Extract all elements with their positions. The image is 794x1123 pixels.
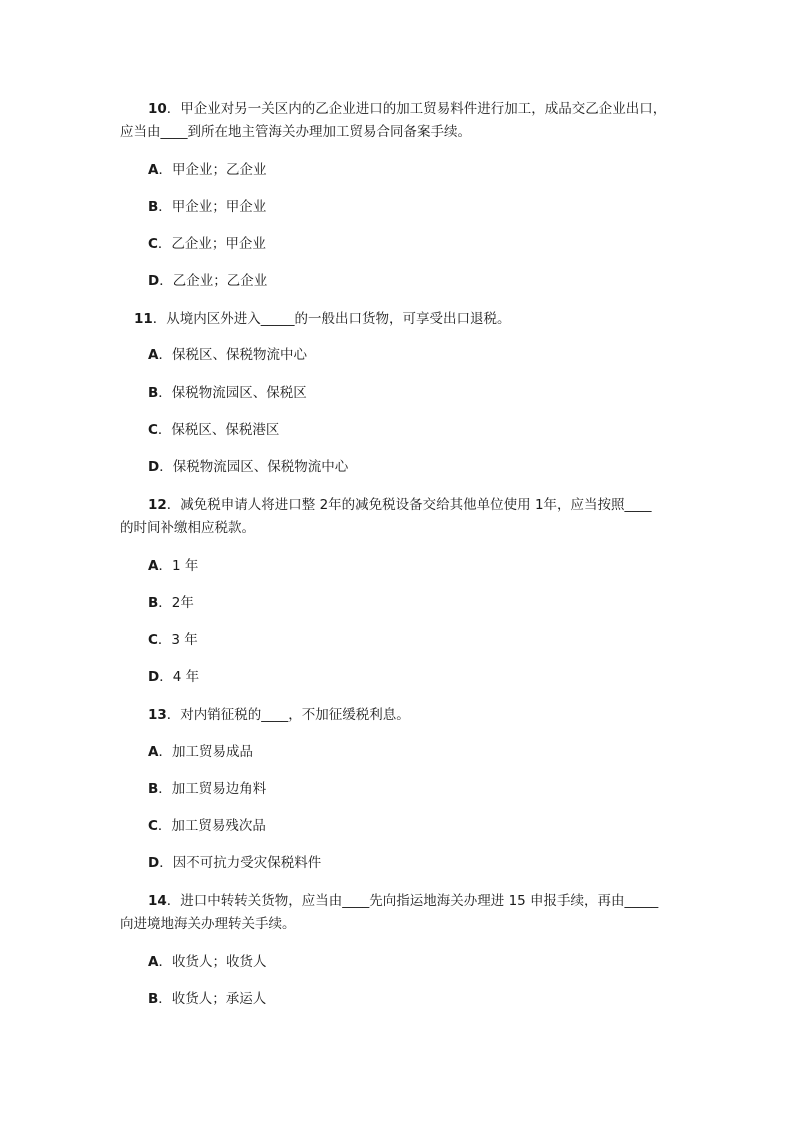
option-14-a	[148, 953, 266, 971]
option-text: 2年	[171, 595, 194, 611]
option-text: 保税物流园区、保税物流中心	[172, 459, 349, 475]
option-11-b	[148, 384, 307, 402]
option-separator: ．	[158, 954, 172, 970]
question-13	[148, 704, 410, 726]
option-10-a	[148, 161, 266, 179]
question-text-line-2: 的时间补缴相应税款。	[120, 520, 255, 536]
option-11-c	[148, 421, 279, 439]
option-separator: ．	[158, 781, 172, 797]
option-letter: B	[148, 199, 159, 215]
option-separator: ．	[159, 273, 173, 289]
question-14	[148, 890, 658, 912]
option-text: 3 年	[171, 632, 198, 648]
option-letter: A	[148, 744, 159, 760]
option-separator: ．	[158, 199, 172, 215]
option-letter: B	[148, 781, 159, 797]
question-number: 12	[148, 497, 167, 513]
question-separator: ．	[166, 893, 181, 909]
option-letter: D	[148, 273, 160, 289]
question-text-line-1: 减免税申请人将进口整 2年的减免税设备交给其他单位使用 1年，应当按照____	[180, 497, 652, 513]
question-12-continuation	[120, 517, 255, 539]
question-number: 10	[148, 101, 167, 117]
question-number: 13	[148, 707, 167, 723]
question-separator: ．	[166, 101, 181, 117]
option-letter: A	[148, 347, 159, 363]
option-letter: C	[148, 632, 158, 648]
option-letter: D	[148, 855, 160, 871]
question-text-line-1: 从境内区外进入_____的一般出口货物，可享受出口退税。	[166, 311, 511, 327]
option-text: 加工贸易残次品	[171, 818, 266, 834]
question-text-line-1: 甲企业对另一关区内的乙企业进口的加工贸易料件进行加工，成品交乙企业出口，	[180, 101, 667, 117]
option-14-b	[148, 990, 266, 1008]
option-11-a	[148, 346, 307, 364]
option-12-c	[148, 631, 198, 649]
option-13-c	[148, 817, 266, 835]
option-letter: C	[148, 236, 158, 252]
option-letter: B	[148, 385, 159, 401]
option-letter: A	[148, 162, 159, 178]
option-text: 保税物流园区、保税区	[171, 385, 307, 401]
option-text: 保税区、保税港区	[171, 422, 280, 438]
option-letter: A	[148, 558, 159, 574]
option-text: 乙企业；甲企业	[171, 236, 266, 252]
option-separator: ．	[157, 422, 172, 438]
question-10	[148, 98, 666, 120]
option-separator: ．	[157, 818, 172, 834]
option-text: 甲企业；甲企业	[171, 199, 267, 215]
question-text-line-1: 进口中转转关货物，应当由____先向指运地海关办理进 15 申报手续，再由_____	[180, 893, 659, 909]
question-10-continuation	[120, 121, 471, 143]
question-number: 11	[134, 311, 153, 327]
option-letter: A	[148, 954, 159, 970]
question-separator: ．	[166, 707, 181, 723]
option-letter: C	[148, 422, 158, 438]
option-text: 加工贸易边角料	[171, 781, 267, 797]
option-separator: ．	[158, 385, 172, 401]
question-separator: ．	[152, 311, 167, 327]
option-separator: ．	[159, 855, 173, 871]
option-letter: C	[148, 818, 158, 834]
question-14-continuation	[120, 913, 296, 935]
question-12	[148, 494, 652, 516]
option-text: 4 年	[172, 669, 200, 685]
option-10-b	[148, 198, 266, 216]
option-separator: ．	[158, 991, 172, 1007]
option-10-c	[148, 235, 266, 253]
option-text: 保税区、保税物流中心	[171, 347, 307, 363]
option-text: 甲企业；乙企业	[171, 162, 267, 178]
question-text-line-1: 对内销征税的____，不加征缓税利息。	[180, 707, 410, 723]
option-text: 加工贸易成品	[171, 744, 253, 760]
question-text-line-2: 应当由____到所在地主管海关办理加工贸易合同备案手续。	[120, 124, 471, 140]
option-separator: ．	[158, 347, 172, 363]
option-separator: ．	[157, 632, 172, 648]
option-13-b	[148, 780, 266, 798]
option-12-b	[148, 594, 194, 612]
option-separator: ．	[158, 162, 172, 178]
question-separator: ．	[166, 497, 181, 513]
option-text: 乙企业；乙企业	[172, 273, 268, 289]
option-separator: ．	[159, 669, 173, 685]
question-text-line-2: 向进境地海关办理转关手续。	[120, 916, 296, 932]
option-letter: D	[148, 669, 160, 685]
option-13-a	[148, 743, 253, 761]
option-letter: D	[148, 459, 160, 475]
question-number: 14	[148, 893, 167, 909]
option-12-a	[148, 557, 198, 575]
option-separator: ．	[157, 236, 172, 252]
option-separator: ．	[158, 558, 172, 574]
option-text: 收货人；承运人	[171, 991, 267, 1007]
option-10-d	[148, 272, 267, 290]
option-letter: B	[148, 991, 159, 1007]
option-letter: B	[148, 595, 159, 611]
option-text: 1 年	[171, 558, 199, 574]
option-text: 因不可抗力受灾保税料件	[172, 855, 322, 871]
option-separator: ．	[158, 744, 172, 760]
option-text: 收货人；收货人	[171, 954, 267, 970]
option-separator: ．	[159, 459, 173, 475]
option-11-d	[148, 458, 348, 476]
question-11	[134, 308, 511, 330]
option-separator: ．	[158, 595, 172, 611]
option-13-d	[148, 854, 321, 872]
option-12-d	[148, 668, 199, 686]
